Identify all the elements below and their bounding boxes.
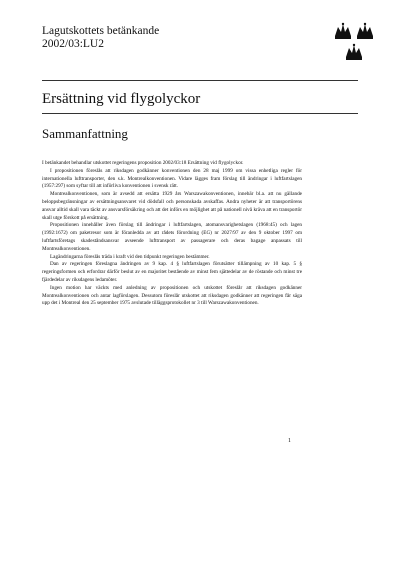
document-title: Ersättning vid flygolyckor <box>42 91 201 107</box>
paragraph: I propositionen föreslås att riksdagen godkänner konventionen den 28 maj 1999 om vissa enhetliga regler för internationella lufttransporter, den s.k. Montrealkonventionen. Vidare lägges fram förslag till ändringar i luftfartslagen (1957:297) som syftar till att införliva konventionen i svensk rätt. <box>42 167 302 190</box>
page-number: 1 <box>288 438 291 444</box>
three-crowns-icon <box>333 22 375 64</box>
paragraph: I betänkandet behandlar utskottet regeringens proposition 2002/03:18 Ersättning vid flygolyckor. <box>42 160 244 166</box>
document-header <box>42 25 159 51</box>
paragraph: Ingen motion har väckts med anledning av propositionen och utskottet föreslår att riksdagen godkänner Montrealkonventionen och antar lagförslagen. Dessutom föreslår utskottet att riksdagen godkänner att regeringen får säga upp det i Montreal den 25 september 1975 avslutade tilläggsprotokollet nr 3 till Warszawakonventionen. <box>42 284 302 307</box>
paragraph: Dan av regeringen föreslagna ändringen av 9 kap. 4 § luftfartslagen förutsätter tillämpning av 10 kap. 5 § regeringsformen och erfordrar därför beslut av en majoritet bestående av minst fem sjättedelar av de röstande och minst tre fjärdedelar av riksdagens ledamöter. <box>42 261 302 283</box>
summary-body <box>42 160 302 308</box>
title-rule-top <box>42 80 358 81</box>
report-id: 2002/03:LU2 <box>42 38 104 50</box>
committee-name: Lagutskottets betänkande <box>42 25 160 37</box>
title-rule-bottom <box>42 113 358 114</box>
paragraph: Lagändringarna föreslås träda i kraft vid den tidpunkt regeringen bestämmer. <box>50 253 210 260</box>
paragraph: Propositionen innehåller även förslag till ändringar i luftfartslagen, atomansvarighetslagen (1968:45) och lagen (1992:1672) om paketresor som är föranledda av att rådets förordning (EG) nr 2027/97 av den 9 oktober 1997 om luftfartsföretags skadeståndsansvar avseende lufttransport av passagerare och deras bagage anpassats till Montrealkonventionen. <box>42 222 302 252</box>
section-title: Sammanfattning <box>42 126 128 141</box>
paragraph: Montrealkonventionen, som är avsedd att ersätta 1929 års Warszawakonventionen, innebär bl.a. att nu gällande beloppsbegränsningar av ersättningsansvaret vid dödsfall och personskada avskaffas. Andra nyheter är att transportörens ansvar alltid skall vara täckt av ansvarsförsäkring och att det införs en möjlighet att på nationell nivå kräva att en transportör skall utge förskott på ersättning. <box>42 191 302 221</box>
